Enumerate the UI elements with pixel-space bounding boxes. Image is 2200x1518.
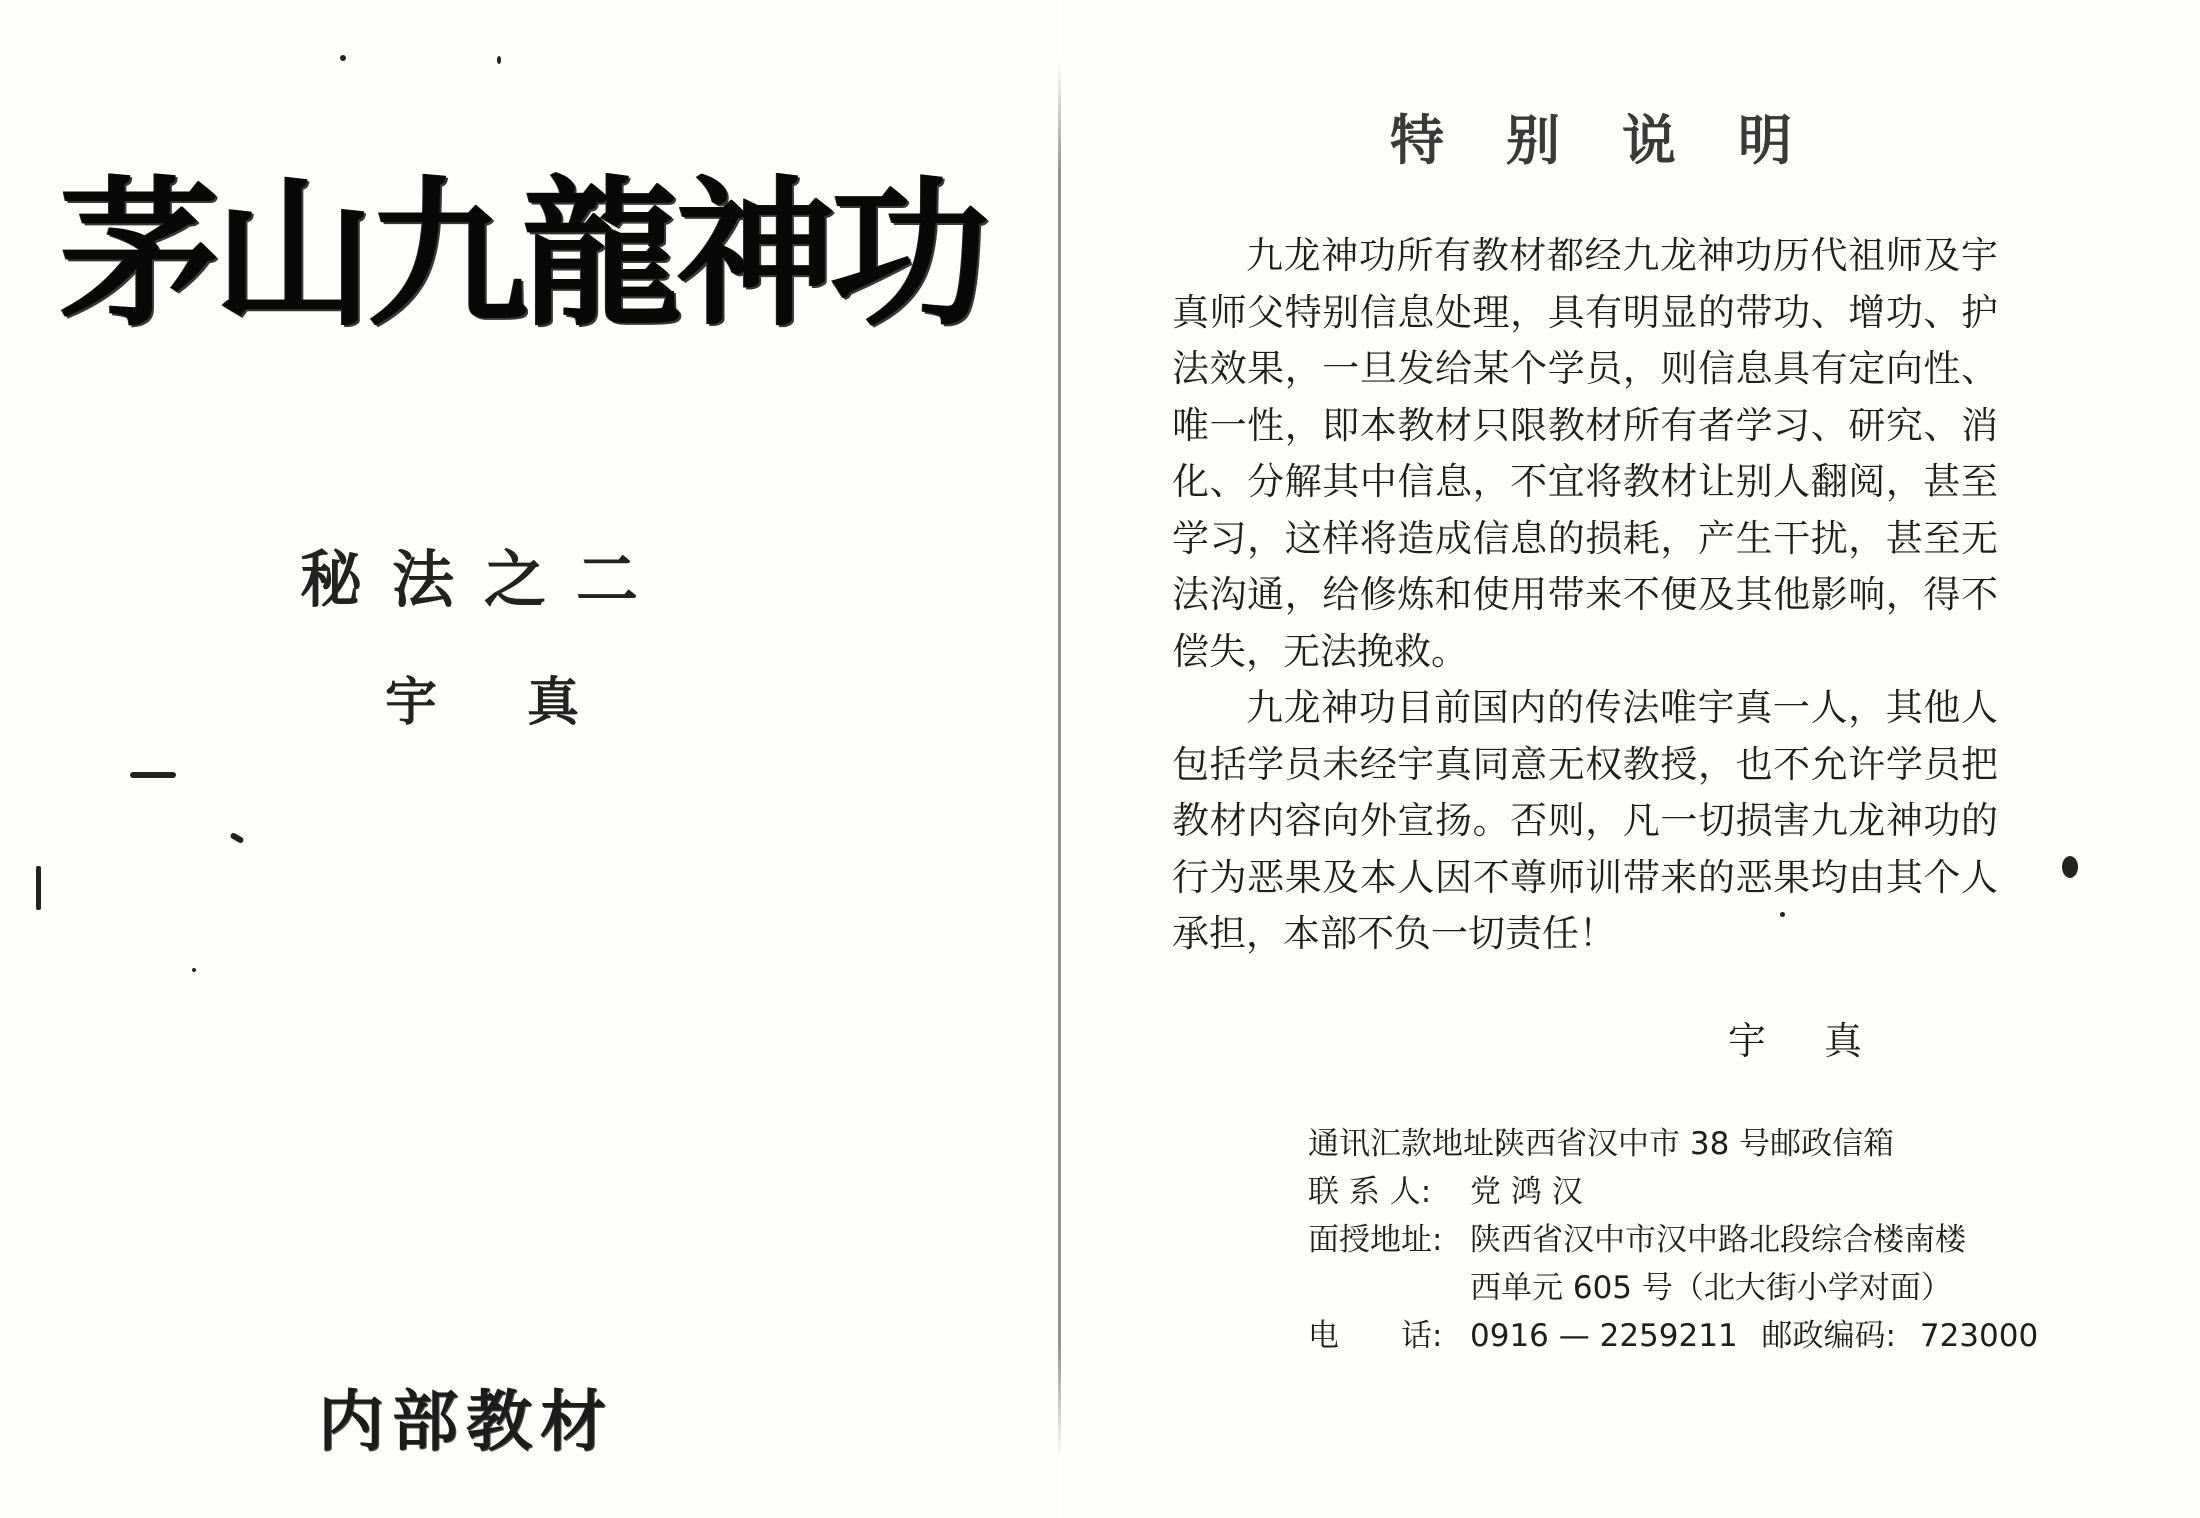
contact-mail-label: 通讯汇款地址: (1308, 1126, 1505, 1162)
notice-heading: 特别说明 (1390, 109, 1854, 172)
contact-person-row (1308, 1168, 2008, 1216)
contact-address-line2: 西单元 605 号（北大街小学对面） (1470, 1270, 1952, 1306)
contact-person-value: 党 鸿 汉 (1470, 1174, 1583, 1210)
contact-person-label: 联 系 人: (1308, 1174, 1432, 1210)
contact-phone-row (1308, 1312, 2039, 1360)
scan-speck (2062, 856, 2078, 878)
contact-address-row-2 (1308, 1264, 2008, 1312)
scan-speck (497, 56, 501, 64)
scan-speck (192, 968, 196, 972)
cover-author: 宇真 (385, 672, 670, 733)
contact-mail-value: 陕西省汉中市 38 号邮政信箱 (1494, 1126, 1895, 1162)
scan-speck (229, 832, 244, 844)
page-gutter (1058, 60, 1061, 1460)
contact-address-line1: 陕西省汉中市汉中路北段综合楼南楼 (1470, 1222, 1966, 1258)
cover-subtitle: 秘法之二 (300, 543, 669, 616)
scan-speck (36, 866, 41, 910)
contact-block (1308, 1120, 2039, 1360)
scan-speck (130, 772, 176, 778)
scan-speck (340, 55, 346, 61)
notice-paragraph-1: 九龙神功所有教材都经九龙神功历代祖师及宇真师父特别信息处理，具有明显的带功、增功、护法效果，一旦发给某个学员，则信息具有定向性、唯一性，即本教材只限教材所有者学习、研究、消化、分解其中信息，不宜将教材让别人翻阅，甚至学习，这样将造成信息的损耗，产生干扰，甚至无法沟通，给修炼和使用带来不便及其他影响，得不偿失，无法挽救。 (1172, 234, 1998, 673)
contact-postcode-label: 邮政编码: (1761, 1318, 1896, 1354)
contact-address-label: 面授地址: (1308, 1222, 1443, 1258)
cover-page (0, 0, 1058, 1518)
contact-postcode-value: 723000 (1919, 1318, 2039, 1354)
notice-paragraph-2: 九龙神功目前国内的传法唯宇真一人，其他人包括学员未经宇真同意无权教授，也不允许学员把教材内容向外宣扬。否则，凡一切损害九龙神功的行为恶果及本人因不尊师训带来的恶果均由其个人承担，本部不负一切责任！ (1172, 686, 1998, 955)
cover-footer: 内部教材 (318, 1383, 614, 1460)
contact-phone-value: 0916 — 2259211 (1470, 1318, 1738, 1354)
notice-signature: 宇真 (1728, 1019, 1921, 1063)
cover-title: 茅山九龍神功 (60, 161, 985, 348)
contact-mail-row (1308, 1120, 2008, 1168)
contact-phone-label: 电 话: (1308, 1318, 1443, 1354)
contact-address-row (1308, 1216, 2008, 1264)
notice-body (1172, 228, 1998, 963)
